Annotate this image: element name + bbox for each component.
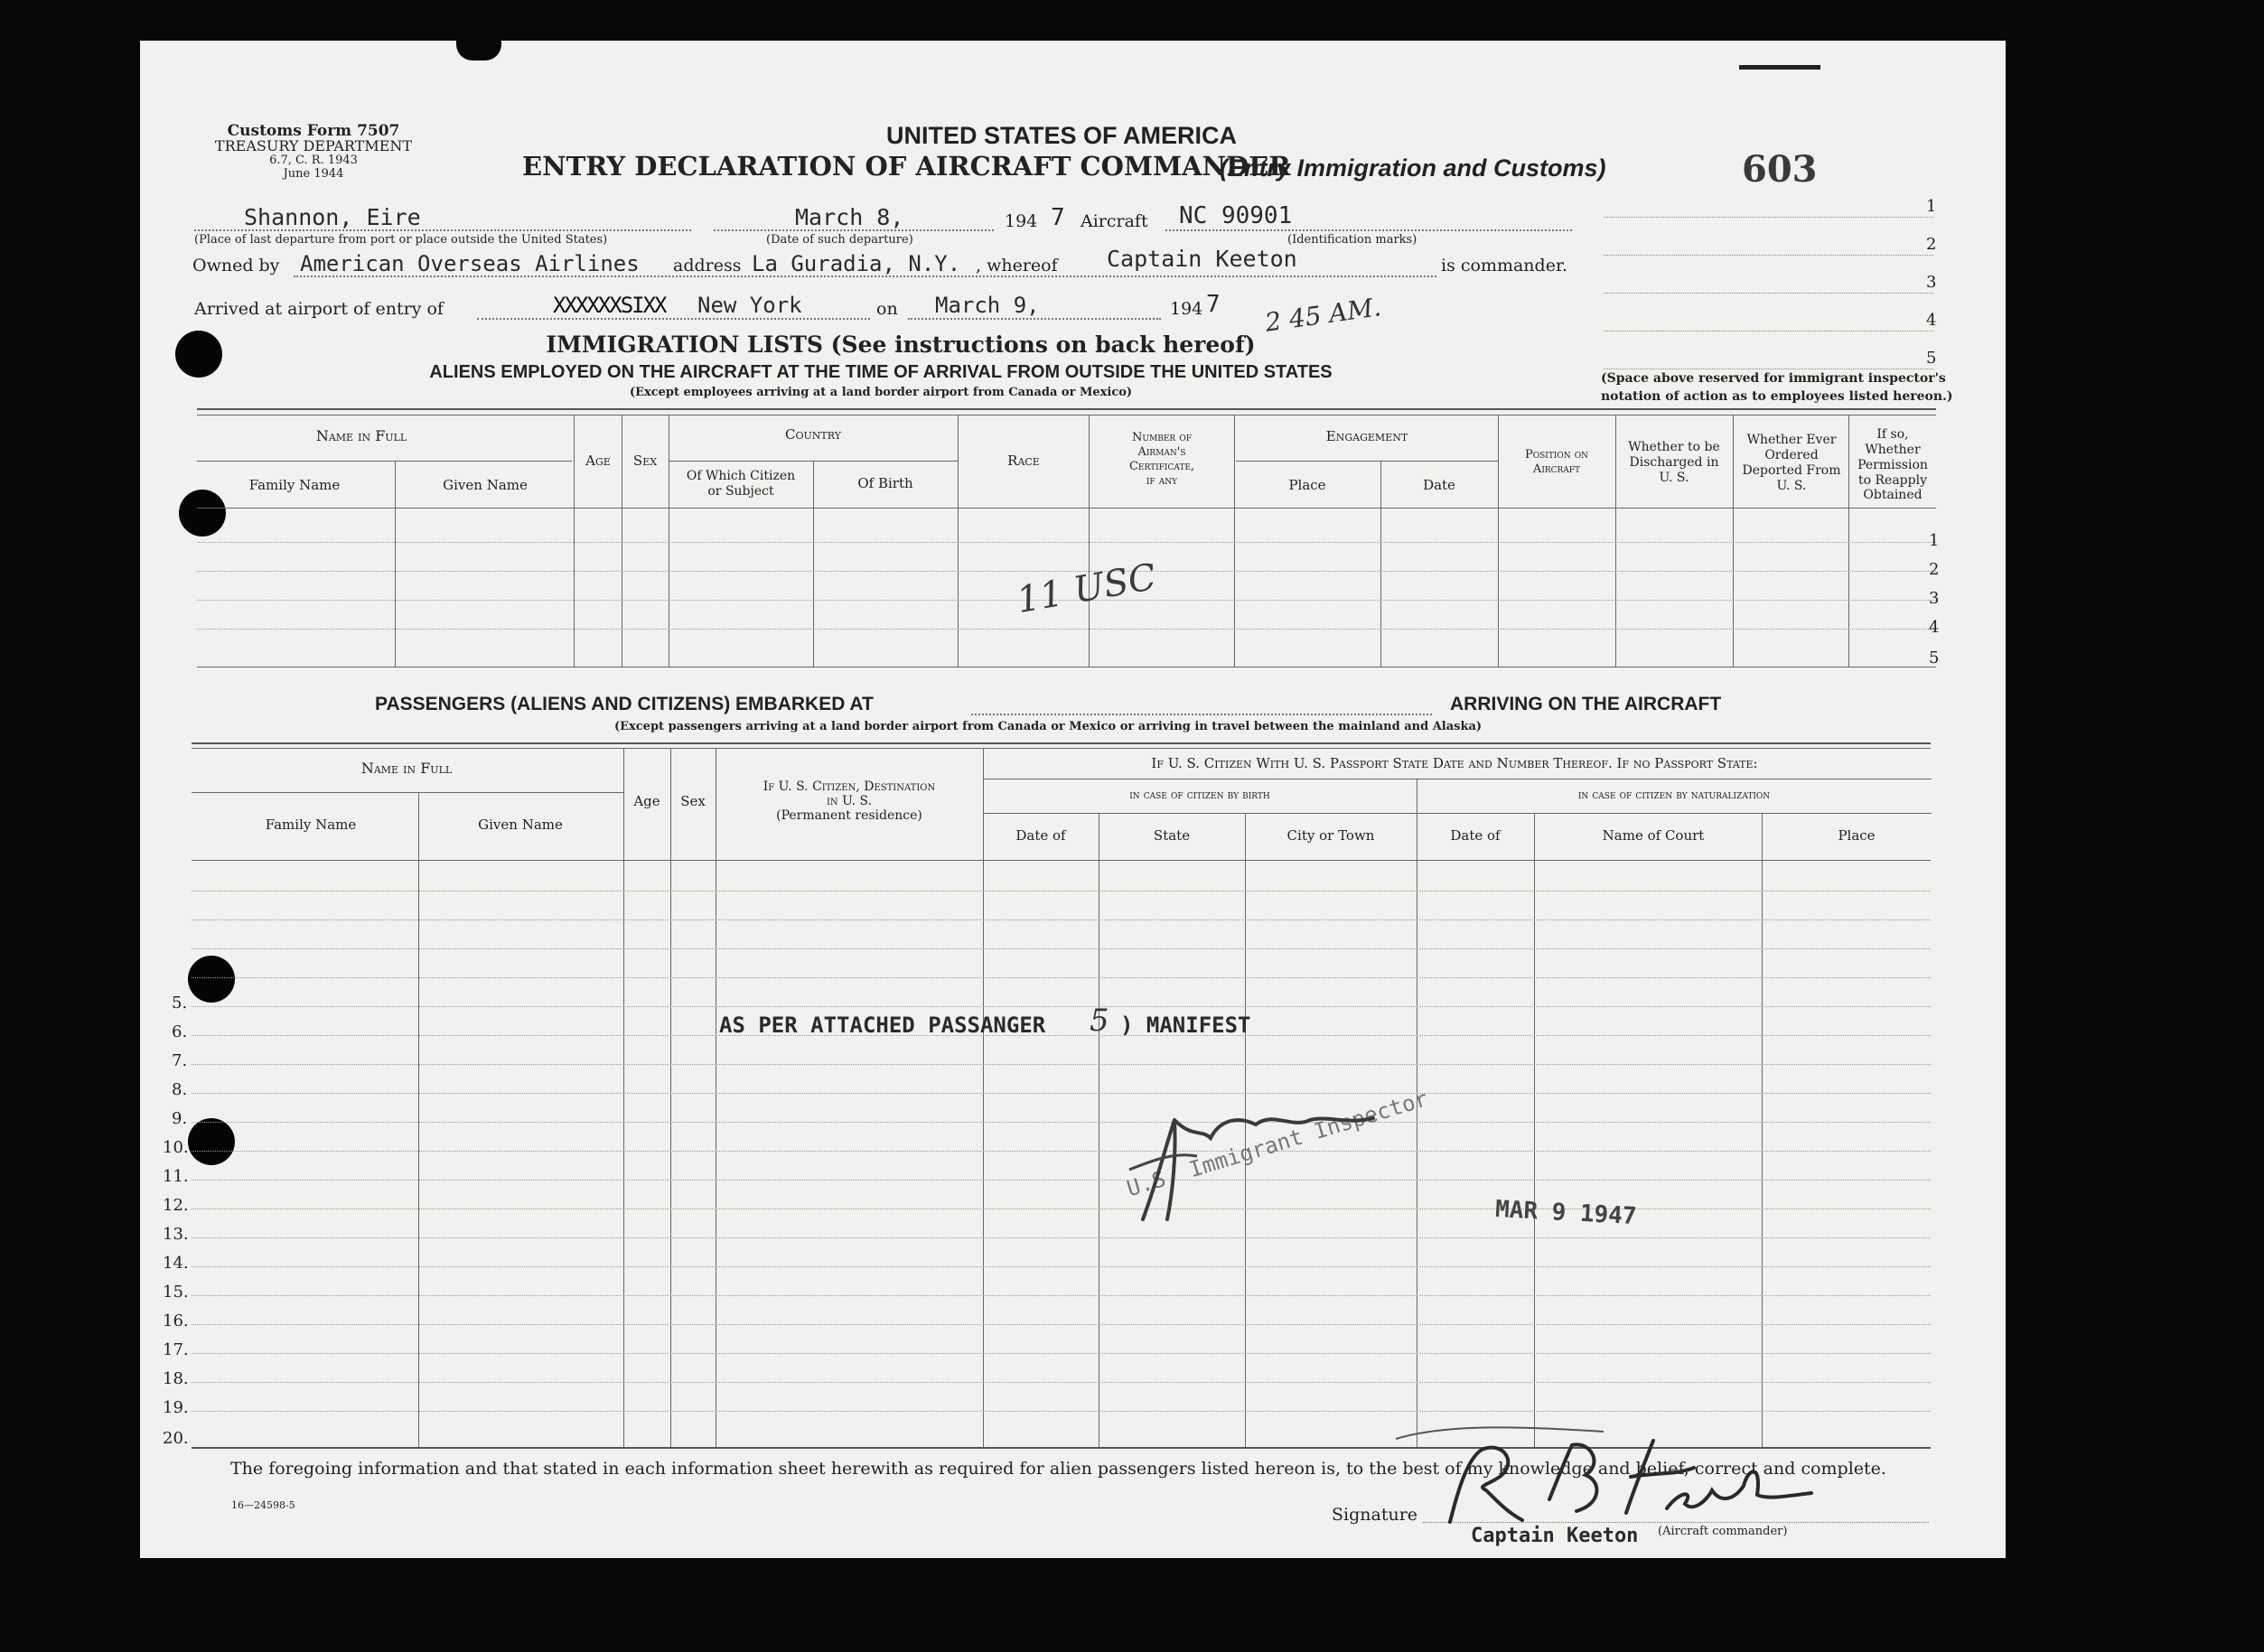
pcol-passport: If U. S. Citizen With U. S. Passport State Date and Number Thereof. If no Passport State: [1151,755,1758,771]
pcol-family-name: Family Name [265,817,357,833]
passenger-row-number: 10. [163,1138,189,1157]
arrival-year-prefix: 194 [1170,299,1203,319]
passenger-row-number: 17. [163,1340,189,1359]
col-cert-2: Airman's [1137,445,1186,459]
pcol-sex: Sex [680,793,706,809]
col-eng-place: Place [1288,477,1326,493]
passenger-row-number: 5. [172,994,188,1013]
col-position-1: Position on [1524,448,1589,462]
col-cert-1: Number of [1132,431,1192,444]
pcol-by-naturalization: in case of citizen by naturalization [1577,789,1771,802]
passengers-heading-right: ARRIVING ON THE AIRCRAFT [1450,694,1722,714]
pcol-court: Name of Court [1602,827,1705,844]
arrival-on-label: on [876,299,898,319]
aircraft-caption: (Identification marks) [1287,233,1417,247]
punch-hole [175,331,222,378]
aliens-row-number: 1 [1929,531,1940,550]
owner-name: American Overseas Airlines [300,251,640,276]
declaration-text: The foregoing information and that stated in each information sheet herewith as required for alien passengers listed hereon is, to the best of my knowledge and belief, correct and complete. [230,1459,1886,1479]
col-citizen-1: Of Which Citizen [686,469,796,483]
arrival-year-digit: 7 [1206,291,1221,318]
immigration-subheading: ALIENS EMPLOYED ON THE AIRCRAFT AT THE TIME OF ARRIVAL FROM OUTSIDE THE UNITED STATES [429,362,1333,382]
passenger-row-number: 8. [172,1080,188,1099]
handwritten-note: 11 USC [1014,555,1160,622]
col-discharged-3: U. S. [1659,471,1689,485]
passenger-row-number: 20. [163,1429,189,1448]
owned-by-label: Owned by [192,256,280,275]
serial-number: 603 [1742,148,1818,191]
col-eng-date: Date [1423,477,1455,493]
departure-place-caption: (Place of last departure from port or place outside the United States) [194,233,608,247]
departure-date-caption: (Date of such departure) [766,233,913,247]
pcol-given-name: Given Name [478,817,563,833]
commander-signature [1396,1414,1829,1540]
header-title: ENTRY DECLARATION OF AIRCRAFT COMMANDER [522,151,1291,182]
col-position-2: Aircraft [1532,462,1581,476]
manifest-text-right: ) MANIFEST [1120,1013,1251,1038]
col-race: Race [1007,453,1040,469]
passengers-heading-left: PASSENGERS (ALIENS AND CITIZENS) EMBARKED AT [375,694,874,714]
col-permission-3: Permission [1857,458,1928,472]
departure-date: March 8, [795,204,904,230]
passenger-row-number: 13. [163,1225,189,1244]
pcol-dest-2: in U. S. [826,794,873,808]
col-permission-1: If so, [1876,427,1909,442]
col-discharged-1: Whether to be [1628,440,1720,454]
col-of-birth: Of Birth [857,475,913,491]
reserved-note-1: (Space above reserved for immigrant inspector's [1601,371,1946,386]
immigration-note: (Except employees arriving at a land border airport from Canada or Mexico) [629,386,1133,399]
passenger-row-number: 6. [172,1022,188,1041]
col-name-in-full: Name in Full [315,427,407,444]
pcol-name-in-full: Name in Full [360,760,453,777]
col-country: Country [785,426,841,443]
passenger-row-number: 19. [163,1398,189,1417]
col-permission-5: Obtained [1863,488,1923,502]
col-permission-2: Whether [1865,443,1921,457]
commander-name: Captain Keeton [1107,246,1297,272]
col-cert-4: if any [1146,474,1178,488]
pcol-date-of-2: Date of [1450,827,1501,844]
departure-year-digit: 7 [1051,204,1065,231]
header-country: UNITED STATES OF AMERICA [886,122,1237,149]
passenger-row-number: 9. [172,1109,188,1128]
col-deported-4: U. S. [1776,479,1807,493]
col-age: Age [585,453,611,469]
col-discharged-2: Discharged in [1629,455,1719,470]
passenger-row-number: 18. [163,1369,189,1388]
form-number: Customs Form 7507 [227,122,400,140]
pcol-by-birth: in case of citizen by birth [1129,789,1270,802]
signature-label: Signature [1332,1505,1418,1525]
form-date: June 1944 [283,167,344,181]
pcol-place: Place [1838,827,1876,844]
date-stamp: MAR 9 1947 [1494,1195,1638,1231]
punch-hole [179,490,226,537]
arrival-date: March 9, [935,293,1040,318]
passengers-note: (Except passengers arriving at a land border airport from Canada or Mexico or arriving in travel between the mainland and Alaska) [613,720,1483,733]
reserved-note-2: notation of action as to employees listed hereon.) [1601,389,1953,404]
aircraft-marks: NC 90901 [1179,202,1293,229]
aliens-row-number: 4 [1929,618,1940,637]
col-deported-2: Ordered [1764,448,1819,462]
arrived-label: Arrived at airport of entry of [194,299,444,319]
header-subtitle: (Entry Immigration and Customs) [1220,154,1606,182]
col-family-name: Family Name [248,477,341,493]
arrival-place: New York [697,293,802,318]
aircraft-label: Aircraft [1081,211,1148,231]
pcol-city: City or Town [1286,827,1375,844]
passenger-row-number: 7. [172,1051,188,1070]
manifest-count: 5 [1090,1003,1109,1039]
signature-caption: (Aircraft commander) [1658,1525,1788,1538]
passenger-row-number: 11. [163,1167,189,1186]
col-sex: Sex [632,453,658,469]
manifest-text-left: AS PER ATTACHED PASSANGER [719,1013,1046,1038]
print-code: 16—24598-5 [231,1499,295,1511]
aliens-row-number: 5 [1929,649,1940,667]
pcol-dest-3: (Permanent residence) [776,808,922,823]
inspector-signature [1111,1084,1409,1237]
inspector-stamp: U.S. Immigrant Inspector [1123,1086,1431,1202]
address-label: address [673,256,742,275]
arrival-struck-text: XXXXXXSIXX [553,293,666,318]
departure-place: Shannon, Eire [244,204,421,230]
pcol-age: Age [633,793,660,809]
departure-year-prefix: 194 [1005,211,1038,231]
aliens-row-number: 2 [1929,560,1940,579]
whereof-label: , whereof [976,256,1058,275]
col-given-name: Given Name [443,477,528,493]
commander-suffix: is commander. [1441,256,1567,275]
commander-typed-name: Captain Keeton [1471,1525,1639,1547]
pcol-dest-1: If U. S. Citizen, Destination [762,779,936,794]
owner-address: La Guradia, N.Y. [752,251,961,276]
pcol-state: State [1153,827,1191,844]
pcol-date-of: Date of [1015,827,1066,844]
punch-hole [188,956,235,1003]
col-engagement: Engagement [1325,428,1408,444]
punch-hole [188,1118,235,1165]
arrival-time-note: 2 45 AM. [1263,292,1383,338]
passenger-row-number: 16. [163,1311,189,1330]
form-regulation: 6.7, C. R. 1943 [269,154,358,167]
aliens-row-number: 3 [1929,589,1940,608]
col-permission-4: to Reapply [1858,473,1927,488]
passenger-row-number: 14. [163,1254,189,1273]
torn-mark [1739,65,1820,70]
form-department: TREASURY DEPARTMENT [214,137,413,154]
col-citizen-2: or Subject [707,484,774,499]
passenger-row-number: 12. [163,1196,189,1215]
col-deported-3: Deported From [1742,463,1841,478]
immigration-heading: IMMIGRATION LISTS (See instructions on back hereof) [546,331,1256,358]
passenger-row-number: 15. [163,1283,189,1302]
col-cert-3: Certificate, [1128,460,1195,473]
col-deported-1: Whether Ever [1746,433,1837,447]
